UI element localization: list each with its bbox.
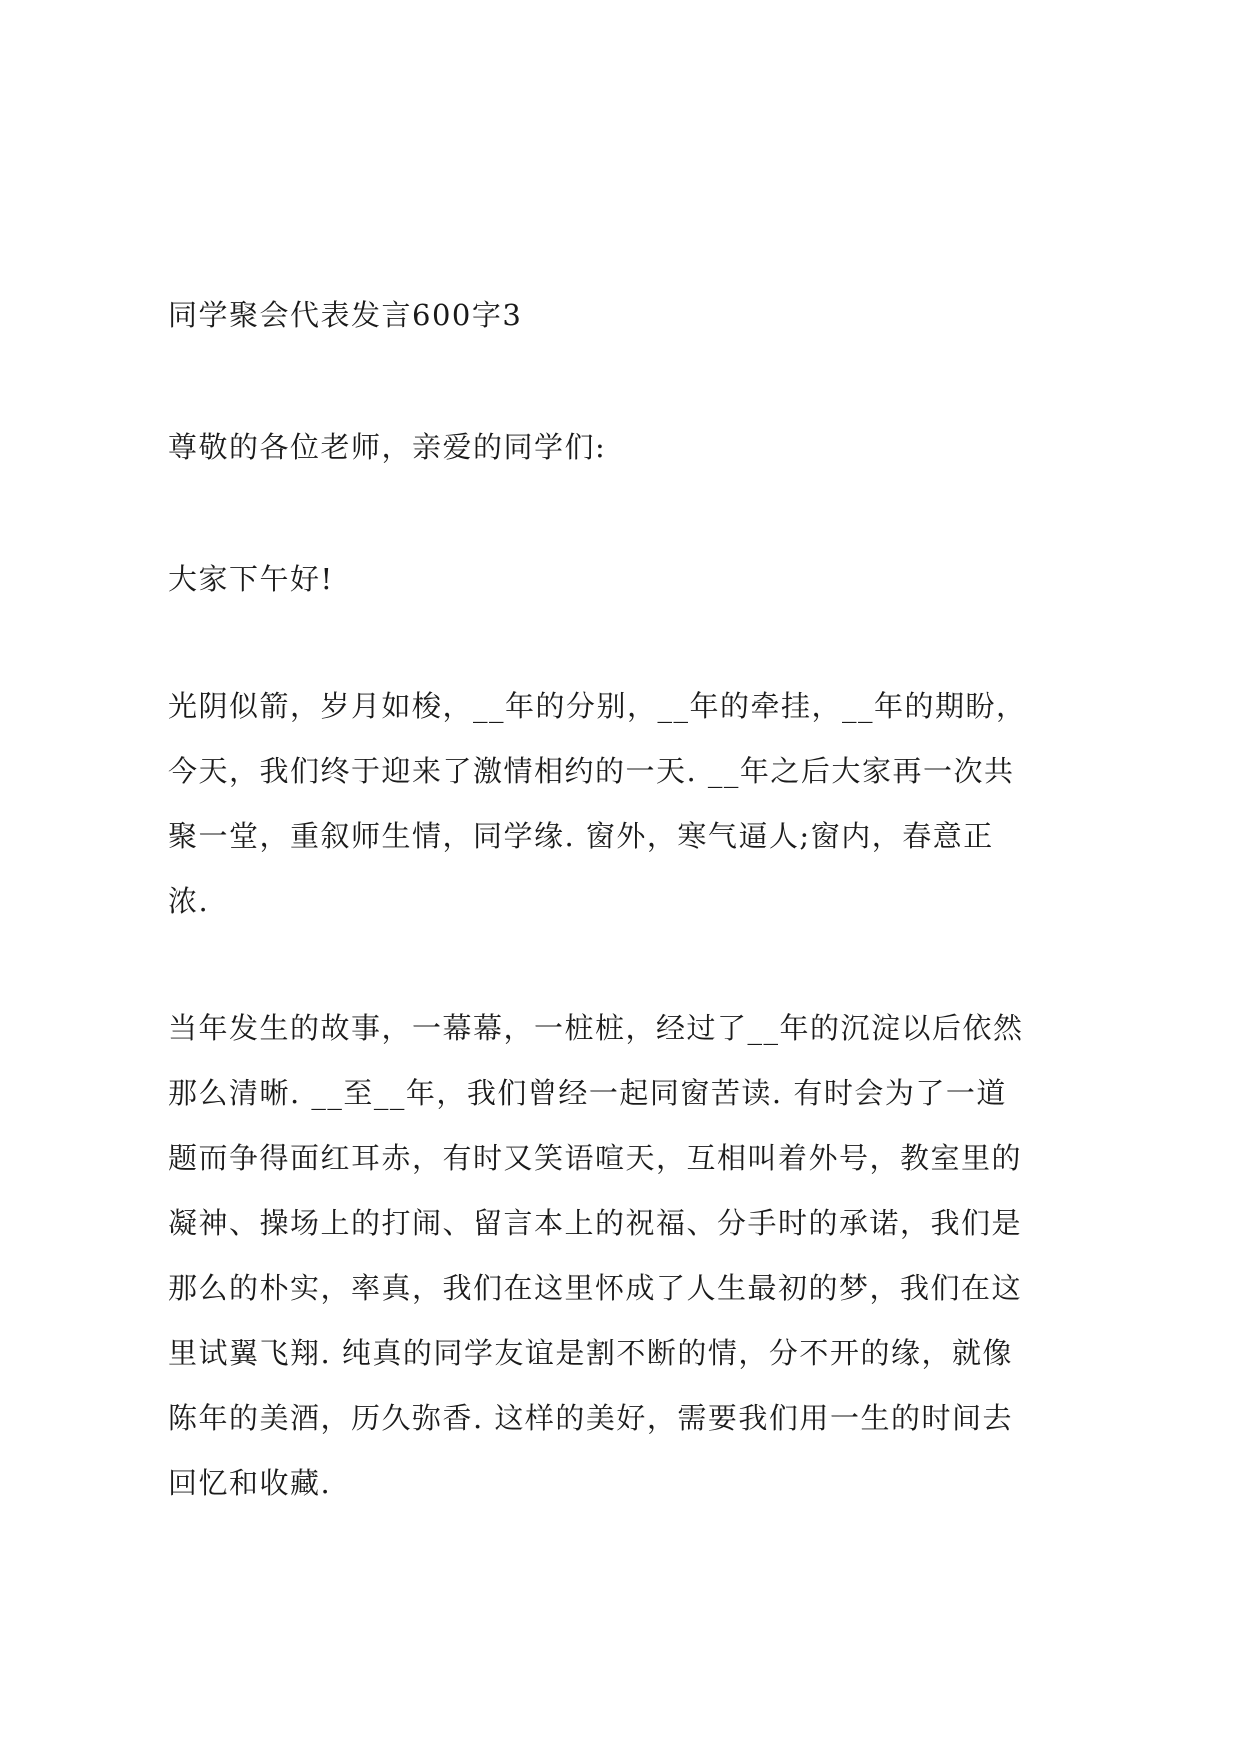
document-title: 同学聚会代表发言600字3 — [168, 298, 523, 332]
paragraph-line: 光阴似箭，岁月如梭，__年的分别，__年的牵挂，__年的期盼， — [168, 689, 1027, 723]
paragraph-line: 那么的朴实，率真，我们在这里怀成了人生最初的梦，我们在这 — [168, 1271, 1023, 1305]
paragraph-line: 那么清晰. __至__年，我们曾经一起同窗苦读. 有时会为了一道 — [168, 1076, 1007, 1110]
paragraph-line: 聚一堂，重叙师生情，同学缘. 窗外，寒气逼人;窗内，春意正 — [168, 819, 994, 853]
paragraph-line: 凝神、操场上的打闹、留言本上的祝福、分手时的承诺，我们是 — [168, 1206, 1023, 1240]
paragraph-line: 今天，我们终于迎来了激情相约的一天. __年之后大家再一次共 — [168, 754, 1015, 788]
paragraph-line: 浓. — [168, 884, 210, 918]
paragraph-line: 题而争得面红耳赤，有时又笑语喧天，互相叫着外号，教室里的 — [168, 1141, 1023, 1175]
paragraph-line: 里试翼飞翔. 纯真的同学友谊是割不断的情，分不开的缘，就像 — [168, 1336, 1013, 1370]
paragraph-line: 当年发生的故事，一幕幕，一桩桩，经过了__年的沉淀以后依然 — [168, 1011, 1024, 1045]
paragraph-line: 陈年的美酒，历久弥香. 这样的美好，需要我们用一生的时间去 — [168, 1401, 1013, 1435]
greeting-line: 尊敬的各位老师，亲爱的同学们: — [168, 430, 607, 464]
hello-line: 大家下午好! — [168, 562, 334, 596]
paragraph-line: 回忆和收藏. — [168, 1466, 332, 1500]
